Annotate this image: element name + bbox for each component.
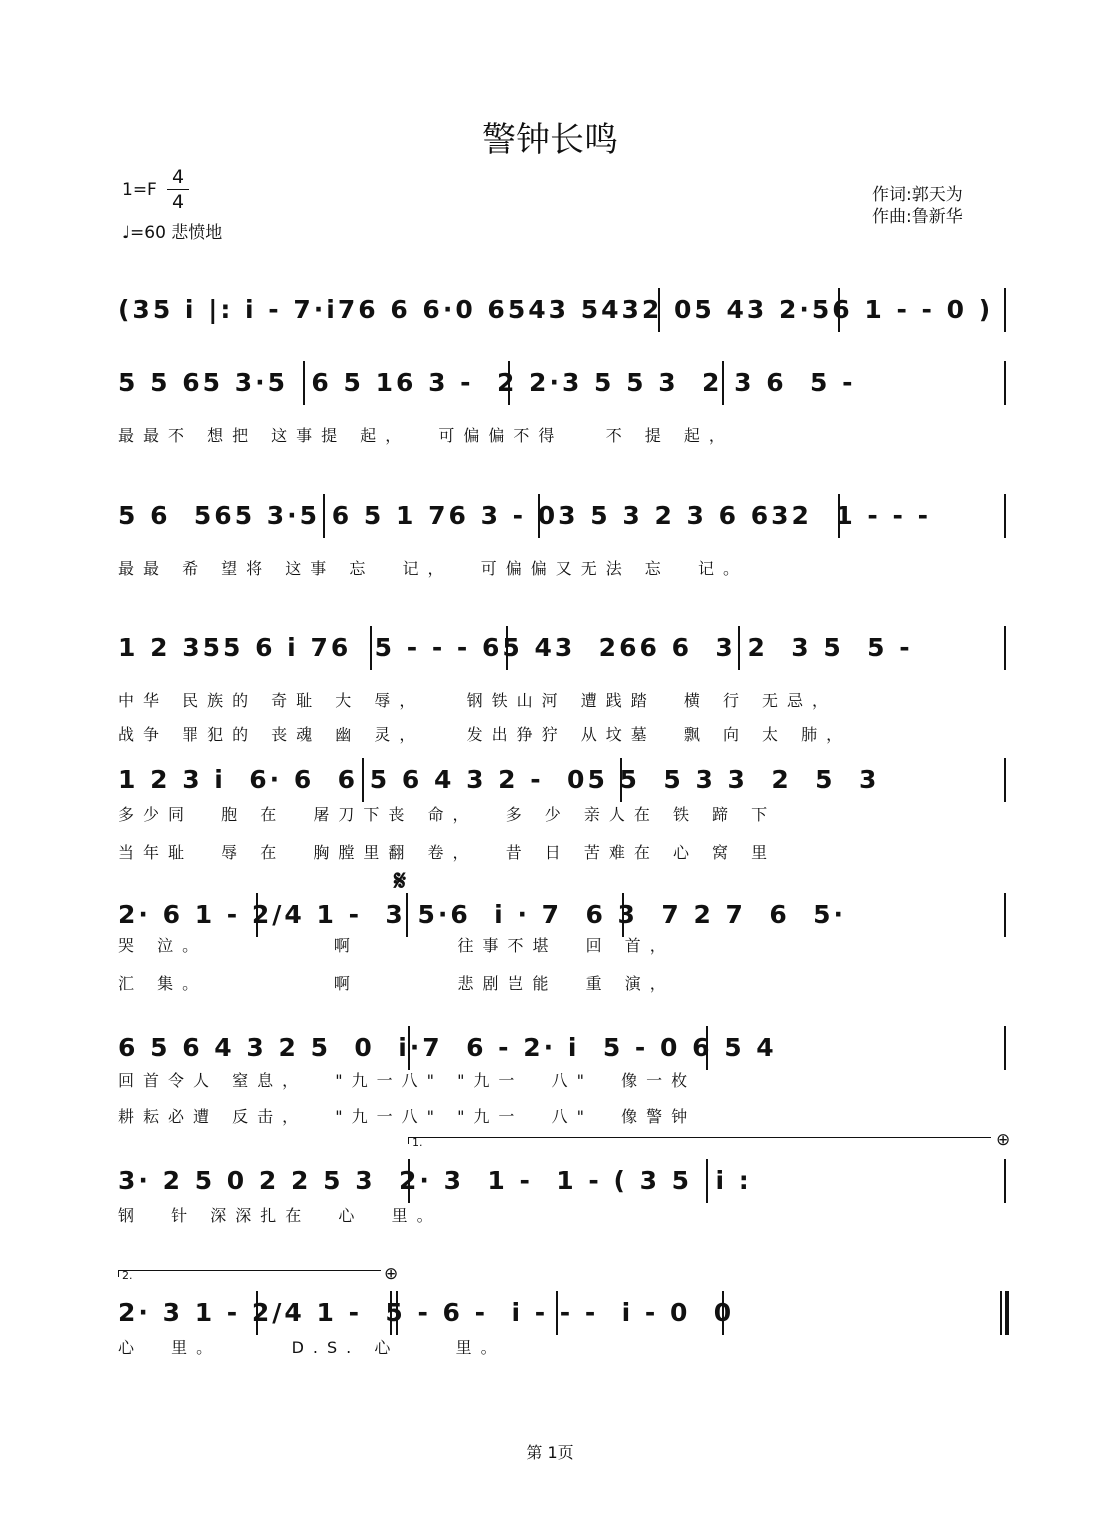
barlines: [118, 1163, 1008, 1199]
volta-bracket-2: [118, 1269, 381, 1282]
notes-row: 6 5 6 4 3 2 5 0 i·7 6 - 2· i 5 - 0 6 5 4: [118, 1033, 777, 1062]
barlines: [118, 762, 1008, 798]
barlines: [118, 365, 1008, 401]
lyric-line: 最最 希 望将 这事 忘 记， 可偏偏又无法 忘 记。: [118, 559, 748, 578]
notes-row: 3· 2 5 0 2 2 5 3 2· 3 1 - 1 - ( 3 5 i :: [118, 1166, 752, 1195]
segno-sign: 𝄋: [394, 864, 407, 897]
notes-row: 1 2 3 i 6· 6 6 5 6 4 3 2 - 05 5 5 3 3 2 5 3: [118, 765, 880, 794]
volta-number: 1.: [412, 1136, 423, 1149]
lyric-line-verse-2: 当年耻 辱 在 胸膛里翻 卷， 昔 日 苦难在 心 窝 里: [118, 843, 777, 862]
page-number: 第 1页: [526, 1443, 574, 1462]
meter-divider: [167, 189, 189, 190]
lyric-line-verse-1: 哭 泣。 啊 往事不堪 回 首，: [118, 936, 675, 955]
lyric-line-verse-1: 多少同 胞 在 屠刀下丧 命， 多 少 亲人在 铁 蹄 下: [118, 805, 777, 824]
barlines: [118, 498, 1008, 534]
volta-number: 2.: [122, 1269, 133, 1282]
lyric-line: 钢 针 深深扎在 心 里。: [118, 1206, 442, 1225]
lyric-line-verse-2: 耕耘必遭 反击， "九一八" "九一 八" 像警钟: [118, 1107, 697, 1126]
barlines: [118, 1295, 1008, 1331]
lyricist-credit: 作词:郭天为: [872, 185, 963, 205]
time-signature: [167, 166, 189, 213]
barlines: [118, 292, 1008, 328]
lyric-line: 最最不 想把 这事提 起， 可偏偏不得 不 提 起，: [118, 426, 734, 445]
coda-sign: ⊕: [996, 1130, 1011, 1150]
lyric-line-verse-2: 战争 罪犯的 丧魂 幽 灵， 发出狰狞 从坟墓 飘 向 太 肺，: [118, 725, 852, 744]
notes-row: 2· 3 1 - 2/4 1 - 5 - 6 - i - - - i - 0 0: [118, 1298, 735, 1327]
volta-bracket-1: [408, 1136, 991, 1149]
composer-credit: 作曲:鲁新华: [872, 207, 963, 227]
lyric-line-verse-2: 汇 集。 啊 悲剧岂能 重 演，: [118, 974, 675, 993]
barlines: [118, 630, 1008, 666]
lyric-line-verse-1: 回首令人 窒息， "九一八" "九一 八" 像一枚: [118, 1071, 697, 1090]
meter-top: 4: [171, 166, 185, 188]
notes-row: 2· 6 1 - 2/4 1 - 3 5·6 i · 7 6 3 7 2 7 6 5·: [118, 900, 847, 929]
barlines: [118, 897, 1008, 933]
notes-row: 5 5 65 3·5 6 5 16 3 - 2 2·3 5 5 3 2 3 6 5 -: [118, 368, 856, 397]
coda-sign-2: ⊕: [384, 1264, 399, 1284]
notes-row: 1 2 355 6 i 76 5 - - - 65 43 266 6 3 2 3 5 5 -: [118, 633, 913, 662]
meter-bottom: 4: [171, 191, 185, 213]
lyric-line-verse-1: 中华 民族的 奇耻 大 辱， 钢铁山河 遭践踏 横 行 无忌，: [118, 691, 838, 710]
notes-row: 5 6 565 3·5 6 5 1 76 3 - 03 5 3 2 3 6 632 1 - - -: [118, 501, 931, 530]
key-signature: 1=F: [122, 180, 157, 200]
tempo-marking: ♩=60 悲愤地: [122, 223, 223, 243]
barlines: [118, 1030, 1008, 1066]
lyric-line: 心 里。 D.S. 心 里。: [118, 1338, 506, 1357]
song-title: 警钟长鸣: [482, 120, 618, 160]
notes-row: (35 i |: i - 7·i76 6 6·0 6543 5432 05 43 2·56 1 - - 0 ): [118, 295, 994, 324]
